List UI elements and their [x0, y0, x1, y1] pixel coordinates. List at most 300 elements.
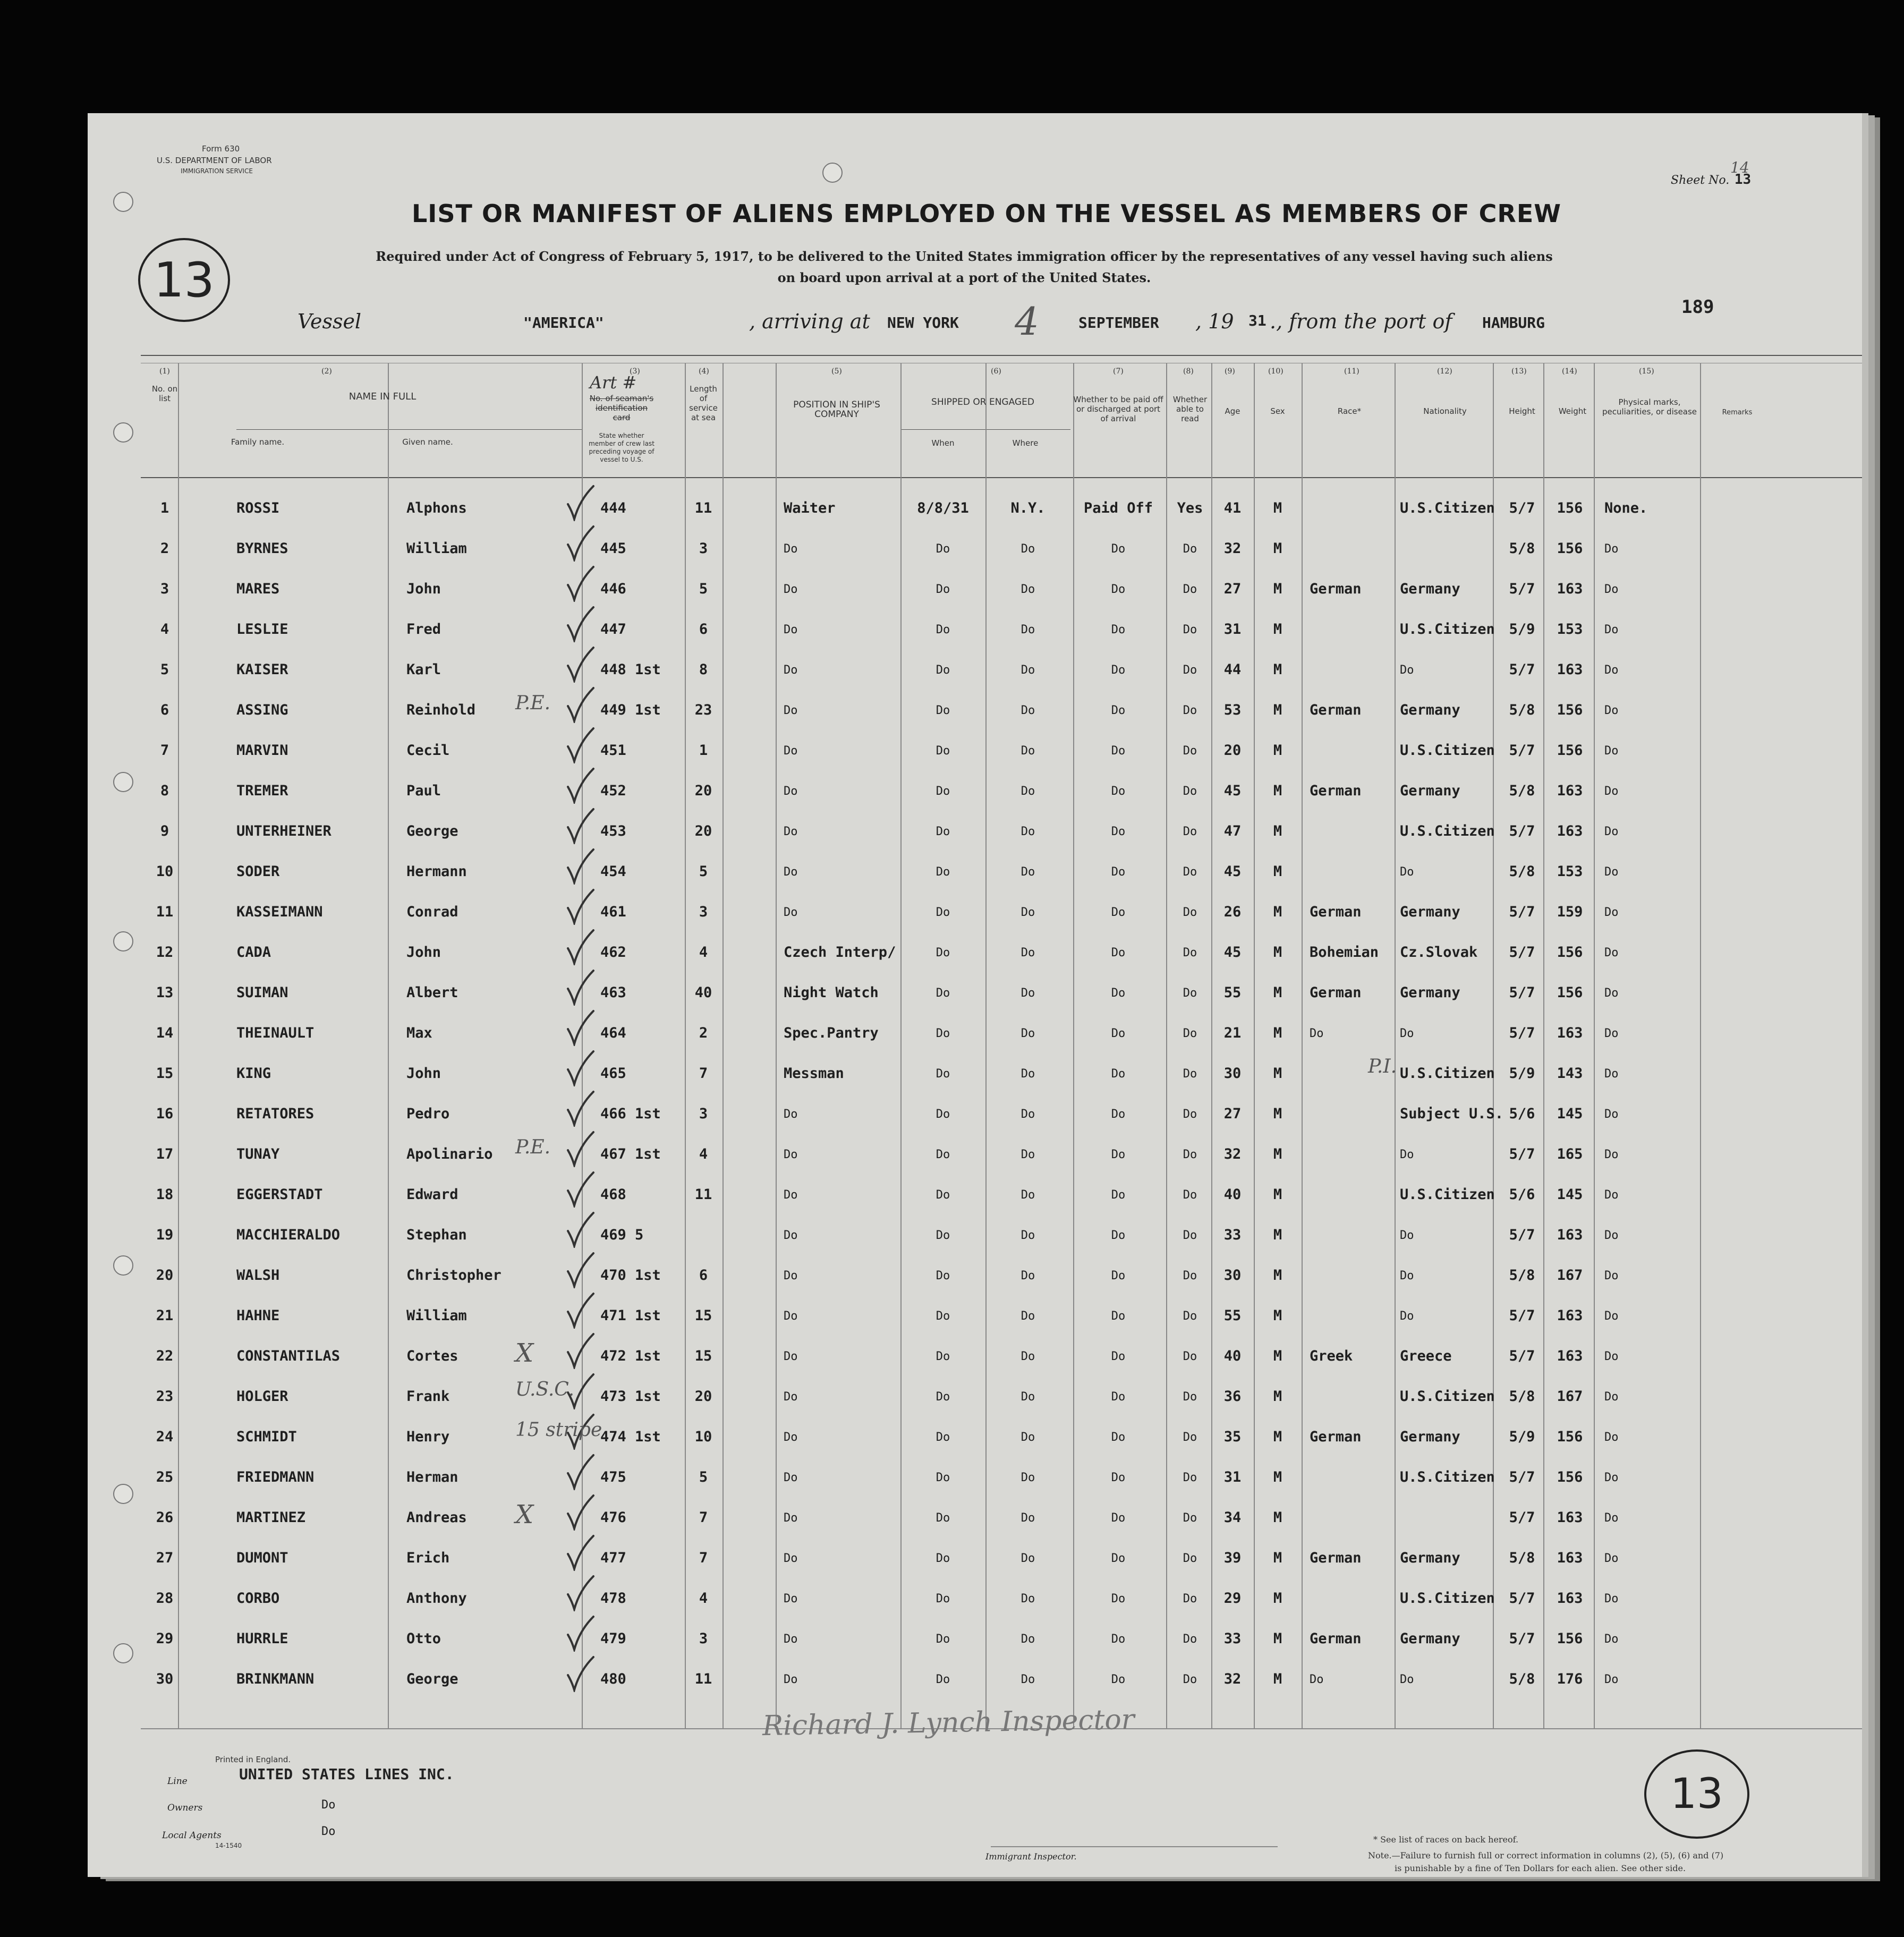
cell-position: Do [784, 704, 798, 717]
cell-service: 40 [694, 984, 712, 1001]
cell-no: 12 [156, 944, 174, 961]
cell-where: Do [1021, 1633, 1035, 1646]
cell-physical: Do [1604, 1431, 1619, 1444]
punch-hole [113, 422, 133, 443]
column-number: (5) [831, 367, 842, 376]
check-mark-icon [566, 1332, 596, 1369]
cell-paid: Do [1111, 1431, 1126, 1444]
cell-race: Do [1310, 1673, 1324, 1686]
cell-no: 22 [156, 1348, 174, 1364]
check-mark-icon [566, 484, 596, 521]
cell-where: Do [1021, 1350, 1035, 1363]
cell-card: 475 [600, 1469, 626, 1485]
check-mark-icon [566, 605, 596, 642]
cell-card: 453 [600, 823, 626, 839]
cell-paid: Do [1111, 906, 1126, 919]
cell-sex: M [1273, 1025, 1282, 1041]
cell-prev: 5 [635, 1227, 644, 1243]
cell-where: Do [1021, 1269, 1035, 1282]
cell-read: Do [1183, 1592, 1197, 1605]
cell-given: Henry [406, 1429, 450, 1445]
cell-height: 5/8 [1509, 783, 1535, 799]
cell-service: 20 [694, 823, 712, 839]
cell-service: 11 [694, 1671, 712, 1687]
cell-family: MACCHIERALDO [236, 1227, 341, 1243]
check-mark-icon [566, 726, 596, 763]
cell-position: Do [784, 1108, 798, 1121]
grid-line [776, 363, 777, 1728]
cell-card: 464 [600, 1025, 626, 1041]
inspector-signature: Richard J. Lynch Inspector [762, 1703, 1135, 1743]
cell-nationality: Germany [1400, 581, 1460, 597]
column-number: (13) [1511, 367, 1527, 376]
cell-where: Do [1021, 946, 1035, 959]
cell-sex: M [1273, 1630, 1282, 1647]
cell-race: German [1310, 984, 1362, 1001]
header-given-name: Given name. [402, 437, 453, 447]
cell-nationality: Germany [1400, 702, 1460, 718]
cell-prev: 1st [635, 1106, 661, 1122]
circled-sheet-number: 13 [138, 238, 230, 322]
cell-sex: M [1273, 1469, 1282, 1485]
cell-weight: 163 [1557, 1550, 1583, 1566]
cell-no: 15 [156, 1065, 174, 1082]
cell-prev: 1st [635, 661, 661, 678]
sheet-number: Sheet No. 13 14 [1671, 159, 1752, 188]
cell-position: Do [784, 1471, 798, 1484]
cell-sex: M [1273, 1106, 1282, 1122]
cell-age: 33 [1223, 1227, 1242, 1243]
cell-sex: M [1273, 500, 1282, 516]
cell-age: 40 [1223, 1348, 1242, 1364]
arrival-month: SEPTEMBER [1078, 314, 1159, 332]
cell-position: Night Watch [784, 984, 879, 1001]
cell-service: 10 [694, 1429, 712, 1445]
cell-given: Cecil [406, 742, 450, 759]
line-value: UNITED STATES LINES INC. [239, 1765, 454, 1783]
cell-physical: Do [1604, 744, 1619, 758]
cell-physical: Do [1604, 1471, 1619, 1484]
cell-weight: 163 [1557, 1307, 1583, 1324]
cell-sex: M [1273, 944, 1282, 961]
punch-hole [113, 1255, 133, 1276]
cell-nationality: Germany [1400, 1429, 1460, 1445]
cell-position: Do [784, 906, 798, 919]
cell-physical: Do [1604, 987, 1619, 1000]
cell-when: Do [936, 1027, 950, 1040]
races-note: * See list of races on back hereof. [1373, 1834, 1519, 1845]
header-id-card: No. of seaman's identification card [589, 394, 654, 422]
cell-family: BRINKMANN [236, 1671, 314, 1687]
cell-position: Do [784, 1229, 798, 1242]
cell-height: 5/7 [1509, 581, 1535, 597]
cell-nationality: Do [1400, 1269, 1414, 1282]
cell-physical: Do [1604, 946, 1619, 959]
grid-line [1166, 363, 1167, 1728]
punch-hole [113, 1643, 133, 1663]
cell-height: 5/7 [1509, 661, 1535, 678]
cell-height: 5/7 [1509, 944, 1535, 961]
check-mark-icon [566, 1090, 596, 1127]
cell-position: Waiter [784, 500, 836, 516]
column-number: (11) [1344, 367, 1359, 376]
cell-physical: Do [1604, 1350, 1619, 1363]
circled-page-number: 13 [1644, 1749, 1749, 1839]
cell-read: Yes [1177, 500, 1203, 516]
cell-height: 5/7 [1509, 1146, 1535, 1162]
cell-height: 5/8 [1509, 863, 1535, 880]
grid-line [141, 355, 1862, 356]
header-position: POSITION IN SHIP'S COMPANY [793, 400, 880, 420]
cell-given: Albert [406, 984, 458, 1001]
cell-read: Do [1183, 825, 1197, 838]
grid-line [1493, 363, 1494, 1728]
cell-where: Do [1021, 744, 1035, 758]
cell-position: Spec.Pantry [784, 1025, 879, 1041]
cell-where: Do [1021, 1511, 1035, 1525]
cell-read: Do [1183, 1471, 1197, 1484]
cell-physical: Do [1604, 664, 1619, 677]
cell-weight: 156 [1557, 984, 1583, 1001]
cell-where: Do [1021, 623, 1035, 636]
cell-card: 444 [600, 500, 626, 516]
cell-sex: M [1273, 1348, 1282, 1364]
cell-nationality: Do [1400, 1148, 1414, 1161]
cell-read: Do [1183, 1633, 1197, 1646]
cell-read: Do [1183, 1067, 1197, 1081]
cell-race: German [1310, 783, 1362, 799]
cell-sex: M [1273, 540, 1282, 557]
check-mark-icon [566, 1453, 596, 1490]
cell-when: Do [936, 1511, 950, 1525]
cell-weight: 163 [1557, 581, 1583, 597]
cell-service: 4 [699, 1146, 708, 1162]
cell-paid: Do [1111, 987, 1126, 1000]
owners-label: Owners [167, 1803, 203, 1813]
cell-sex: M [1273, 1509, 1282, 1526]
header-able-read: Whether able to read [1172, 395, 1208, 423]
column-number: (8) [1183, 367, 1194, 376]
cell-where: N.Y. [1010, 500, 1046, 516]
cell-no: 11 [156, 904, 174, 920]
cell-age: 36 [1223, 1388, 1242, 1405]
cell-read: Do [1183, 664, 1197, 677]
cell-when: Do [936, 1108, 950, 1121]
cell-age: 32 [1223, 1146, 1242, 1162]
cell-paid: Do [1111, 1552, 1126, 1565]
cell-position: Do [784, 623, 798, 636]
cell-paid: Do [1111, 1067, 1126, 1081]
cell-paid: Do [1111, 865, 1126, 879]
form-number: Form 630 [202, 144, 240, 154]
cell-given: John [406, 944, 441, 961]
cell-card: 479 [600, 1630, 626, 1647]
cell-height: 5/8 [1509, 1388, 1535, 1405]
cell-nationality: Do [1400, 1027, 1414, 1040]
cell-paid: Paid Off [1083, 500, 1153, 516]
cell-age: 20 [1223, 742, 1242, 759]
cell-service: 3 [699, 1106, 708, 1122]
cell-weight: 153 [1557, 863, 1583, 880]
cell-paid: Do [1111, 744, 1126, 758]
cell-where: Do [1021, 1552, 1035, 1565]
cell-no: 5 [160, 661, 169, 678]
cell-read: Do [1183, 785, 1197, 798]
cell-family: MARTINEZ [236, 1509, 306, 1526]
header-art-note: Art # [590, 372, 637, 393]
cell-nationality: Do [1400, 1310, 1414, 1323]
header-race: Race* [1337, 406, 1362, 416]
cell-service: 23 [694, 702, 712, 718]
cell-card: 466 [600, 1106, 626, 1122]
cell-where: Do [1021, 1027, 1035, 1040]
cell-read: Do [1183, 1148, 1197, 1161]
cell-where: Do [1021, 865, 1035, 879]
cell-service: 20 [694, 1388, 712, 1405]
cell-card: 445 [600, 540, 626, 557]
cell-sex: M [1273, 1671, 1282, 1687]
cell-nationality: U.S.Citizen [1400, 742, 1495, 759]
cell-where: Do [1021, 1673, 1035, 1686]
cell-given: Reinhold [406, 702, 476, 718]
cell-given: Edward [406, 1186, 458, 1203]
cell-weight: 145 [1557, 1106, 1583, 1122]
cell-given: Fred [406, 621, 441, 638]
cell-read: Do [1183, 623, 1197, 636]
vessel-name: "AMERICA" [523, 314, 604, 332]
cell-age: 27 [1223, 1106, 1242, 1122]
cell-service: 5 [699, 581, 708, 597]
cell-weight: 159 [1557, 904, 1583, 920]
cell-card: 471 [600, 1307, 626, 1324]
cell-age: 53 [1223, 702, 1242, 718]
cell-no: 30 [156, 1671, 174, 1687]
cell-family: HAHNE [236, 1307, 280, 1324]
cell-position: Do [784, 1390, 798, 1404]
line-label: Line [167, 1776, 188, 1787]
cell-prev: 1st [635, 1307, 661, 1324]
cell-read: Do [1183, 1269, 1197, 1282]
column-number: (7) [1113, 367, 1124, 376]
cell-height: 5/7 [1509, 1509, 1535, 1526]
grid-line [1395, 363, 1396, 1728]
cell-physical: Do [1604, 1269, 1619, 1282]
cell-given: Paul [406, 783, 441, 799]
cell-race: German [1310, 1429, 1362, 1445]
inspector-label: Immigrant Inspector. [985, 1851, 1077, 1862]
cell-race: German [1310, 904, 1362, 920]
cell-no: 29 [156, 1630, 174, 1647]
cell-no: 3 [160, 581, 169, 597]
cell-read: Do [1183, 1350, 1197, 1363]
cell-paid: Do [1111, 623, 1126, 636]
cell-weight: 156 [1557, 742, 1583, 759]
cell-height: 5/7 [1509, 904, 1535, 920]
cell-weight: 156 [1557, 1429, 1583, 1445]
cell-paid: Do [1111, 1390, 1126, 1404]
cell-age: 45 [1223, 944, 1242, 961]
cell-position: Do [784, 825, 798, 838]
cell-position: Do [784, 744, 798, 758]
header-height: Height [1509, 406, 1535, 416]
cell-when: Do [936, 785, 950, 798]
cell-given: Frank [406, 1388, 450, 1405]
cell-nationality: Cz.Slovak [1400, 944, 1478, 961]
cell-age: 26 [1223, 904, 1242, 920]
cell-card: 476 [600, 1509, 626, 1526]
column-number: (3) [630, 367, 640, 376]
cell-nationality: Do [1400, 664, 1414, 677]
cell-physical: Do [1604, 1188, 1619, 1202]
cell-when: Do [936, 1229, 950, 1242]
check-mark-icon [566, 524, 596, 562]
check-mark-icon [566, 1049, 596, 1086]
cell-height: 5/9 [1509, 1065, 1535, 1082]
cell-service: 3 [699, 904, 708, 920]
cell-prev: 1st [635, 1348, 661, 1364]
cell-position: Do [784, 1350, 798, 1363]
column-number: (4) [699, 367, 709, 376]
cell-no: 27 [156, 1550, 174, 1566]
cell-given: Otto [406, 1630, 441, 1647]
cell-paid: Do [1111, 704, 1126, 717]
cell-card: 452 [600, 783, 626, 799]
cell-physical: Do [1604, 1027, 1619, 1040]
cell-given: Anthony [406, 1590, 467, 1607]
cell-family: KASSEIMANN [236, 904, 323, 920]
column-number: (10) [1268, 367, 1284, 376]
cell-height: 5/7 [1509, 1630, 1535, 1647]
cell-service: 7 [699, 1550, 708, 1566]
cell-nationality: U.S.Citizen [1400, 1065, 1495, 1082]
cell-position: Do [784, 542, 798, 556]
cell-weight: 176 [1557, 1671, 1583, 1687]
cell-no: 23 [156, 1388, 174, 1405]
cell-when: Do [936, 825, 950, 838]
cell-position: Do [784, 1431, 798, 1444]
cell-prev: 1st [635, 1388, 661, 1405]
cell-sex: M [1273, 1590, 1282, 1607]
cell-card: 462 [600, 944, 626, 961]
cell-sex: M [1273, 742, 1282, 759]
cell-physical: Do [1604, 623, 1619, 636]
cell-no: 25 [156, 1469, 174, 1485]
cell-service: 3 [699, 540, 708, 557]
cell-given: Apolinario [406, 1146, 493, 1162]
cell-no: 2 [160, 540, 169, 557]
cell-height: 5/7 [1509, 1307, 1535, 1324]
cell-age: 40 [1223, 1186, 1242, 1203]
cell-height: 5/8 [1509, 1550, 1535, 1566]
cell-card: 463 [600, 984, 626, 1001]
cell-where: Do [1021, 542, 1035, 556]
cell-sex: M [1273, 783, 1282, 799]
cell-weight: 153 [1557, 621, 1583, 638]
cell-no: 13 [156, 984, 174, 1001]
cell-no: 1 [160, 500, 169, 516]
agents-value: Do [321, 1825, 336, 1838]
cell-service: 4 [699, 1590, 708, 1607]
cell-service: 7 [699, 1509, 708, 1526]
cell-read: Do [1183, 1673, 1197, 1686]
grid-line [1594, 363, 1595, 1728]
cell-read: Do [1183, 865, 1197, 879]
cell-sex: M [1273, 661, 1282, 678]
check-mark-icon [566, 1009, 596, 1046]
cell-no: 24 [156, 1429, 174, 1445]
check-mark-icon [566, 1534, 596, 1571]
cell-when: Do [936, 1592, 950, 1605]
grid-line [178, 363, 179, 1728]
cell-age: 33 [1223, 1630, 1242, 1647]
cell-height: 5/8 [1509, 702, 1535, 718]
cell-height: 5/8 [1509, 1671, 1535, 1687]
header-id-card-note: State whether member of crew last preceding voyage of vessel to U.S. [589, 432, 654, 463]
cell-age: 55 [1223, 1307, 1242, 1324]
service-name: IMMIGRATION SERVICE [181, 167, 253, 175]
column-number: (1) [159, 367, 170, 376]
cell-family: SCHMIDT [236, 1429, 297, 1445]
cell-where: Do [1021, 1148, 1035, 1161]
grid-line [141, 477, 1862, 478]
check-mark-icon [566, 565, 596, 602]
cell-age: 32 [1223, 1671, 1242, 1687]
cell-age: 35 [1223, 1429, 1242, 1445]
cell-card: 468 [600, 1186, 626, 1203]
cell-read: Do [1183, 1310, 1197, 1323]
cell-weight: 156 [1557, 1630, 1583, 1647]
cell-paid: Do [1111, 1108, 1126, 1121]
cell-when: Do [936, 1310, 950, 1323]
cell-when: Do [936, 1148, 950, 1161]
cell-when: Do [936, 1067, 950, 1081]
cell-service: 15 [694, 1348, 712, 1364]
cell-physical: Do [1604, 1511, 1619, 1525]
cell-family: LESLIE [236, 621, 288, 638]
check-mark-icon [566, 1615, 596, 1652]
punch-hole [822, 163, 843, 183]
cell-service: 1 [699, 742, 708, 759]
cell-card: 449 [600, 702, 626, 718]
penalty-note-2: is punishable by a fine of Ten Dollars for each alien. See other side. [1395, 1863, 1686, 1873]
cell-family: CADA [236, 944, 271, 961]
cell-sex: M [1273, 823, 1282, 839]
column-number: (14) [1562, 367, 1577, 376]
check-mark-icon [566, 888, 596, 925]
cell-where: Do [1021, 987, 1035, 1000]
cell-service: 8 [699, 661, 708, 678]
cell-when: Do [936, 1673, 950, 1686]
cell-weight: 167 [1557, 1267, 1583, 1284]
cell-given: Pedro [406, 1106, 450, 1122]
cell-physical: Do [1604, 704, 1619, 717]
cell-card: 454 [600, 863, 626, 880]
departure-port: HAMBURG [1482, 314, 1545, 332]
cell-physical: Do [1604, 1148, 1619, 1161]
header-sex: Sex [1270, 406, 1285, 416]
cell-nationality: Do [1400, 1673, 1414, 1686]
cell-service: 3 [699, 1630, 708, 1647]
cell-weight: 145 [1557, 1186, 1583, 1203]
cell-family: WALSH [236, 1267, 280, 1284]
cell-where: Do [1021, 1067, 1035, 1081]
cell-height: 5/7 [1509, 500, 1535, 516]
check-mark-icon [566, 847, 596, 885]
cell-height: 5/7 [1509, 823, 1535, 839]
check-mark-icon [566, 686, 596, 723]
cell-read: Do [1183, 583, 1197, 596]
cell-position: Do [784, 1592, 798, 1605]
